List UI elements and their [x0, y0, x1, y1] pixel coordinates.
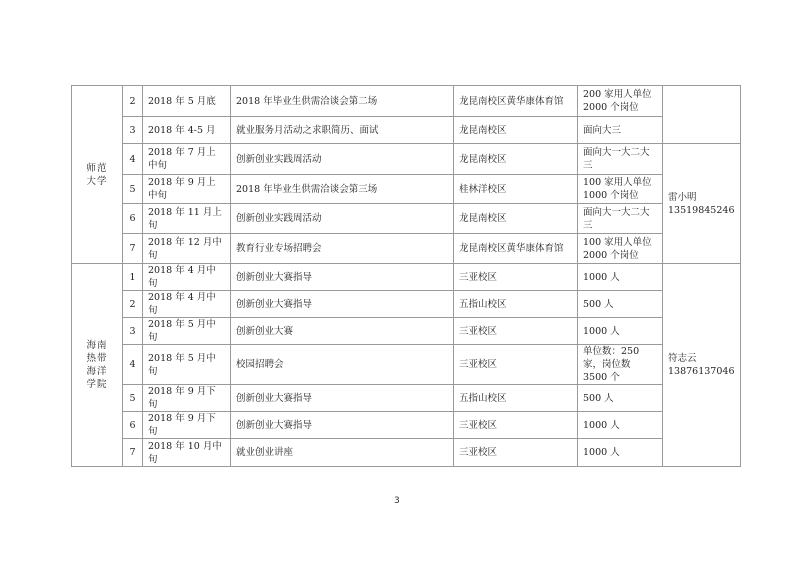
table-row	[72, 318, 741, 345]
activity-cell: 创新创业实践周活动	[231, 204, 454, 234]
table-row	[72, 385, 741, 412]
scale-cell: 面向大一大二大三	[578, 144, 663, 175]
activity-cell: 校园招聘会	[231, 345, 454, 385]
row-number: 4	[123, 144, 143, 175]
table-row	[72, 175, 741, 204]
school-name-line: 学院	[86, 379, 108, 390]
activity-cell: 2018 年毕业生供需洽谈会第二场	[231, 86, 454, 117]
location-cell: 龙昆南校区	[454, 204, 578, 234]
scale-cell: 1000 人	[578, 439, 663, 467]
activity-cell: 就业创业讲座	[231, 439, 454, 467]
activity-schedule-table	[71, 85, 741, 467]
location-cell: 桂林洋校区	[454, 175, 578, 204]
activity-cell: 创新创业大赛指导	[231, 264, 454, 291]
location-cell: 龙昆南校区	[454, 117, 578, 144]
date-cell: 2018 年 12 月中旬	[143, 234, 231, 264]
activity-cell: 就业服务月活动之求职简历、面试	[231, 117, 454, 144]
scale-cell: 500 人	[578, 291, 663, 318]
table-row	[72, 345, 741, 385]
row-number: 3	[123, 318, 143, 345]
table-row	[72, 144, 741, 175]
contact-phone: 13876137046	[668, 366, 735, 377]
date-cell: 2018 年 9 月下旬	[143, 385, 231, 412]
date-cell: 2018 年 4-5 月	[143, 117, 231, 144]
date-cell: 2018 年 5 月中旬	[143, 345, 231, 385]
school-name-line: 热带	[86, 353, 108, 364]
school-name-cell	[72, 264, 123, 467]
table-row	[72, 439, 741, 467]
table-row	[72, 86, 741, 117]
contact-cell	[663, 86, 741, 144]
contact-name: 符志云	[668, 353, 697, 364]
location-cell: 三亚校区	[454, 345, 578, 385]
row-number: 2	[123, 86, 143, 117]
location-cell: 龙昆南校区黄华康体育馆	[454, 86, 578, 117]
scale-cell: 面向大三	[578, 117, 663, 144]
date-cell: 2018 年 4 月中旬	[143, 291, 231, 318]
table-row	[72, 234, 741, 264]
date-cell: 2018 年 10 月中旬	[143, 439, 231, 467]
scale-cell: 200 家用人单位 2000 个岗位	[578, 86, 663, 117]
date-cell: 2018 年 9 月上中旬	[143, 175, 231, 204]
school-name-line: 师范	[86, 162, 108, 174]
activity-cell: 创新创业大赛指导	[231, 291, 454, 318]
table-row	[72, 264, 741, 291]
activity-cell: 创新创业大赛	[231, 318, 454, 345]
date-cell: 2018 年 9 月下旬	[143, 412, 231, 439]
activity-cell: 创新创业大赛指导	[231, 385, 454, 412]
scale-cell: 单位数：250 家，岗位数 3500 个	[578, 345, 663, 385]
location-cell: 三亚校区	[454, 318, 578, 345]
page-number: 3	[394, 496, 400, 506]
contact-cell	[663, 144, 741, 264]
activity-cell: 创新创业实践周活动	[231, 144, 454, 175]
contact-cell	[663, 264, 741, 467]
location-cell: 三亚校区	[454, 264, 578, 291]
activity-cell: 2018 年毕业生供需洽谈会第三场	[231, 175, 454, 204]
row-number: 5	[123, 175, 143, 204]
row-number: 4	[123, 345, 143, 385]
row-number: 2	[123, 291, 143, 318]
activity-cell: 创新创业大赛指导	[231, 412, 454, 439]
school-name-line: 海洋	[86, 366, 108, 377]
date-cell: 2018 年 4 月中旬	[143, 264, 231, 291]
scale-cell: 1000 人	[578, 318, 663, 345]
row-number: 5	[123, 385, 143, 412]
location-cell: 三亚校区	[454, 412, 578, 439]
school-name-line: 海南	[86, 340, 108, 351]
date-cell: 2018 年 7 月上中旬	[143, 144, 231, 175]
location-cell: 龙昆南校区黄华康体育馆	[454, 234, 578, 264]
row-number: 1	[123, 264, 143, 291]
row-number: 6	[123, 412, 143, 439]
row-number: 7	[123, 234, 143, 264]
table-row	[72, 117, 741, 144]
row-number: 6	[123, 204, 143, 234]
scale-cell: 1000 人	[578, 264, 663, 291]
contact-name: 雷小明	[668, 191, 697, 203]
date-cell: 2018 年 5 月中旬	[143, 318, 231, 345]
activity-cell: 教育行业专场招聘会	[231, 234, 454, 264]
location-cell: 五指山校区	[454, 385, 578, 412]
location-cell: 五指山校区	[454, 291, 578, 318]
scale-cell: 1000 人	[578, 412, 663, 439]
location-cell: 三亚校区	[454, 439, 578, 467]
table-row	[72, 412, 741, 439]
scale-cell: 500 人	[578, 385, 663, 412]
date-cell: 2018 年 11 月上旬	[143, 204, 231, 234]
school-name-line: 大学	[86, 175, 108, 187]
scale-cell: 100 家用人单位 2000 个岗位	[578, 234, 663, 264]
date-cell: 2018 年 5 月底	[143, 86, 231, 117]
school-name-cell	[72, 86, 123, 264]
contact-phone: 13519845246	[668, 204, 735, 216]
table-row	[72, 204, 741, 234]
scale-cell: 面向大一大二大三	[578, 204, 663, 234]
location-cell: 龙昆南校区	[454, 144, 578, 175]
row-number: 7	[123, 439, 143, 467]
row-number: 3	[123, 117, 143, 144]
scale-cell: 100 家用人单位 1000 个岗位	[578, 175, 663, 204]
table-row	[72, 291, 741, 318]
